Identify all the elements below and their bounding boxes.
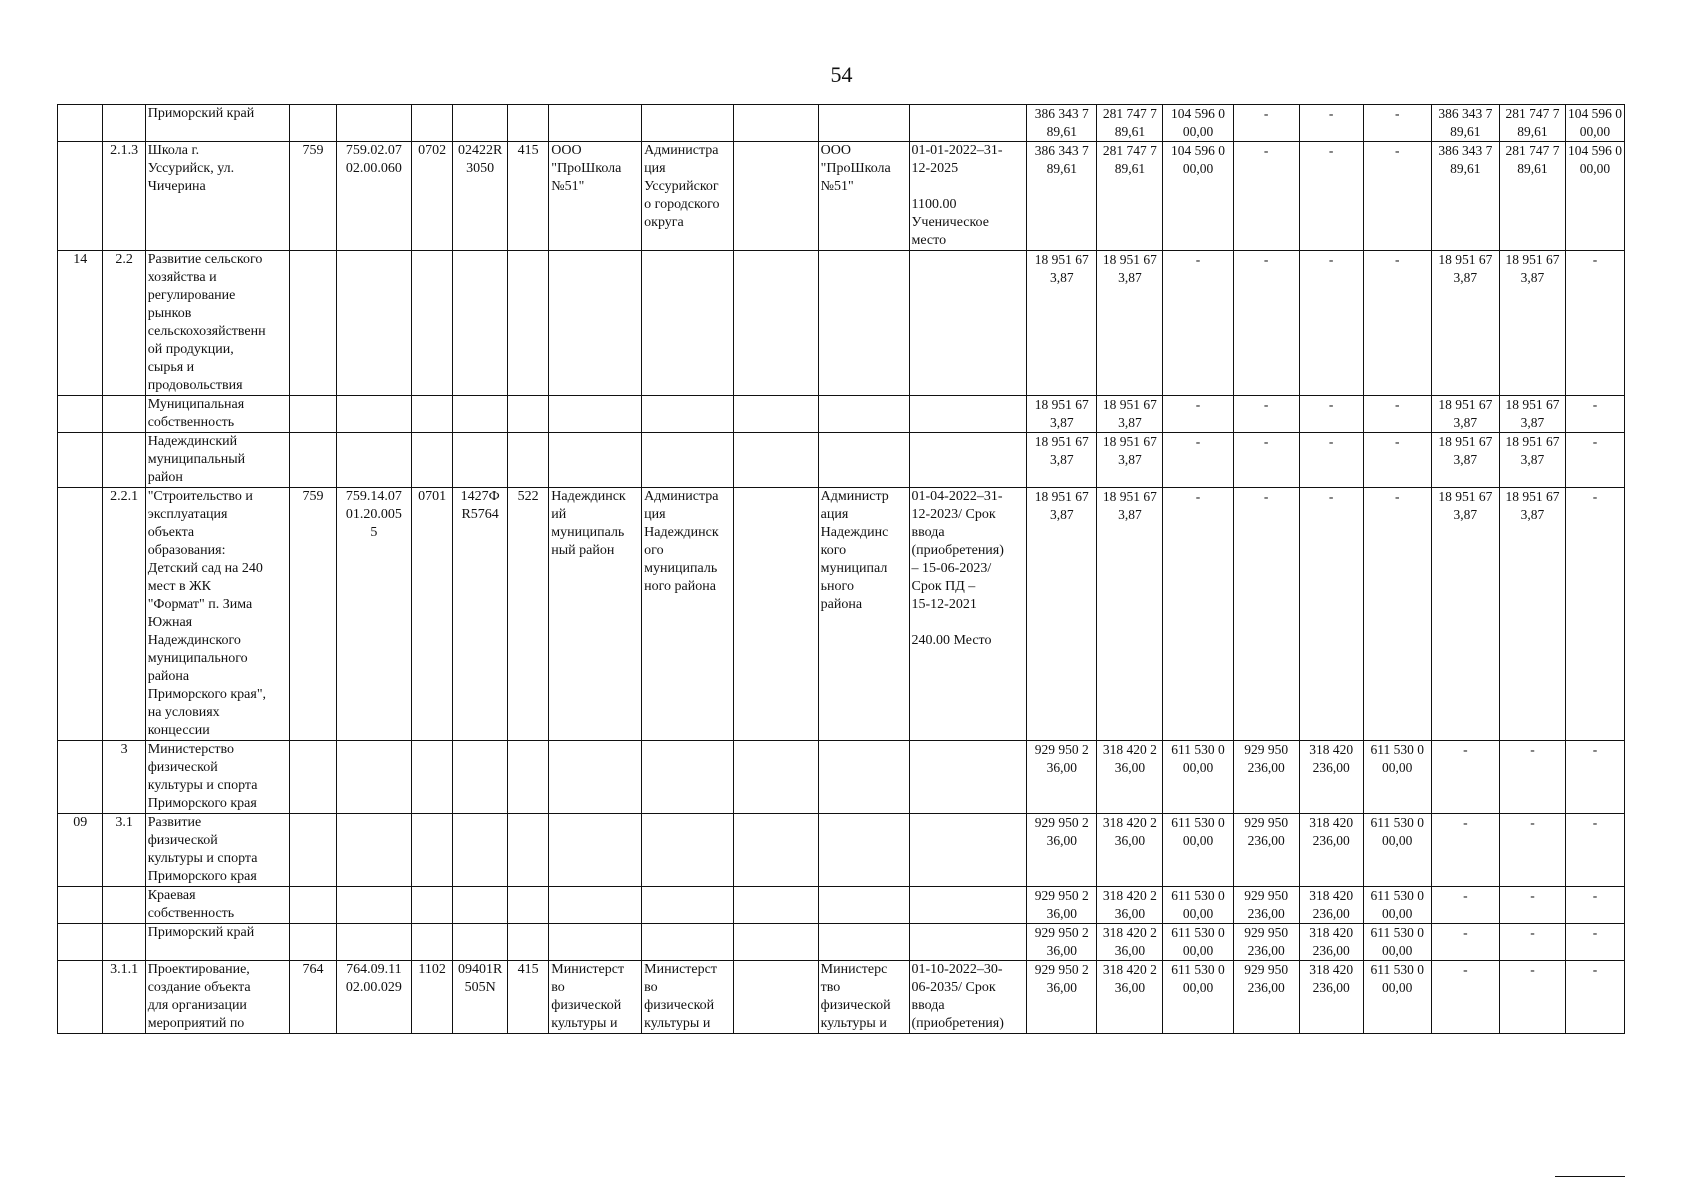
term-capacity-cell <box>909 887 1027 924</box>
regional-year-2-cell: - <box>1363 251 1431 396</box>
term-capacity-cell: 01-04-2022–31- 12-2023/ Срок ввода (приобретения) – 15-06-2023/ Срок ПД – 15-12-2021 240.00 Место <box>909 488 1027 741</box>
column-empty-cell <box>734 488 819 741</box>
budget-code-cell: 759.14.07 01.20.005 5 <box>336 488 411 741</box>
developer-cell: ООО "ПроШкола №51" <box>818 142 909 251</box>
year-1-amount-cell: 18 951 67 3,87 <box>1097 488 1163 741</box>
gr-code-cell <box>290 396 336 433</box>
expense-type-cell: 415 <box>508 961 549 1034</box>
table-row <box>58 433 1625 488</box>
expense-type-cell <box>508 741 549 814</box>
budget-code-cell: 759.02.07 02.00.060 <box>336 142 411 251</box>
regional-year-1-cell: 318 420 236,00 <box>1299 814 1363 887</box>
regional-year-2-cell: - <box>1363 105 1431 142</box>
regional-total-cell: - <box>1233 105 1299 142</box>
term-capacity-cell <box>909 814 1027 887</box>
local-year-2-cell: 104 596 0 00,00 <box>1565 105 1624 142</box>
budget-code-cell <box>336 741 411 814</box>
section-code-cell: 3 <box>103 741 145 814</box>
section-code-cell <box>103 887 145 924</box>
footer-rule <box>1555 1176 1625 1177</box>
local-year-1-cell: 18 951 67 3,87 <box>1499 396 1565 433</box>
column-empty-cell <box>734 961 819 1034</box>
local-total-cell: 18 951 67 3,87 <box>1431 433 1499 488</box>
developer-cell <box>818 251 909 396</box>
developer-cell <box>818 887 909 924</box>
total-amount-cell: 386 343 7 89,61 <box>1027 142 1097 251</box>
budget-code-cell <box>336 924 411 961</box>
customer-cell <box>642 251 734 396</box>
local-year-1-cell: - <box>1499 961 1565 1034</box>
target-article-cell <box>453 433 508 488</box>
total-amount-cell: 929 950 2 36,00 <box>1027 814 1097 887</box>
term-capacity-cell: 01-10-2022–30- 06-2035/ Срок ввода (приобретения) <box>909 961 1027 1034</box>
regional-total-cell: 929 950 236,00 <box>1233 961 1299 1034</box>
object-name-cell: Развитие сельского хозяйства и регулирование рынков сельскохозяйственн ой продукции, сырья и продовольствия <box>145 251 290 396</box>
customer-cell <box>642 924 734 961</box>
target-article-cell <box>453 396 508 433</box>
developer-cell <box>818 924 909 961</box>
customer-cell: Министерст во физической культуры и <box>642 961 734 1034</box>
local-year-1-cell: 281 747 7 89,61 <box>1499 142 1565 251</box>
developer-cell <box>818 105 909 142</box>
total-amount-cell: 18 951 67 3,87 <box>1027 488 1097 741</box>
table-row <box>58 251 1625 396</box>
budget-table <box>57 104 1625 1034</box>
expense-type-cell: 522 <box>508 488 549 741</box>
regional-year-1-cell: - <box>1299 105 1363 142</box>
gr-code-cell <box>290 105 336 142</box>
local-year-2-cell: - <box>1565 961 1624 1034</box>
local-year-1-cell: - <box>1499 814 1565 887</box>
year-1-amount-cell: 318 420 2 36,00 <box>1097 924 1163 961</box>
customer-cell: Администра ция Уссурийског о городского округа <box>642 142 734 251</box>
table-row <box>58 105 1625 142</box>
regional-year-1-cell: 318 420 236,00 <box>1299 741 1363 814</box>
section-subsection-cell <box>412 105 453 142</box>
section-subsection-cell <box>412 814 453 887</box>
year-1-amount-cell: 281 747 7 89,61 <box>1097 142 1163 251</box>
recipient-cell <box>549 887 642 924</box>
regional-year-1-cell: 318 420 236,00 <box>1299 961 1363 1034</box>
section-code-cell: 2.2 <box>103 251 145 396</box>
column-empty-cell <box>734 887 819 924</box>
row-number-cell <box>58 741 103 814</box>
expense-type-cell <box>508 924 549 961</box>
recipient-cell <box>549 741 642 814</box>
total-amount-cell: 929 950 2 36,00 <box>1027 741 1097 814</box>
total-amount-cell: 18 951 67 3,87 <box>1027 396 1097 433</box>
row-number-cell <box>58 433 103 488</box>
gr-code-cell <box>290 741 336 814</box>
gr-code-cell: 764 <box>290 961 336 1034</box>
regional-year-2-cell: 611 530 0 00,00 <box>1363 961 1431 1034</box>
row-number-cell <box>58 105 103 142</box>
regional-total-cell: - <box>1233 396 1299 433</box>
object-name-cell: Приморский край <box>145 924 290 961</box>
expense-type-cell: 415 <box>508 142 549 251</box>
year-1-amount-cell: 18 951 67 3,87 <box>1097 251 1163 396</box>
year-2-amount-cell: 611 530 0 00,00 <box>1163 814 1233 887</box>
gr-code-cell <box>290 433 336 488</box>
regional-total-cell: 929 950 236,00 <box>1233 924 1299 961</box>
local-year-1-cell: - <box>1499 887 1565 924</box>
term-capacity-cell <box>909 924 1027 961</box>
section-subsection-cell <box>412 741 453 814</box>
table-row <box>58 488 1625 741</box>
target-article-cell <box>453 105 508 142</box>
regional-year-1-cell: - <box>1299 396 1363 433</box>
year-2-amount-cell: - <box>1163 251 1233 396</box>
section-subsection-cell: 0702 <box>412 142 453 251</box>
table-row <box>58 924 1625 961</box>
section-subsection-cell: 0701 <box>412 488 453 741</box>
local-year-2-cell: - <box>1565 924 1624 961</box>
row-number-cell <box>58 142 103 251</box>
local-year-2-cell: 104 596 0 00,00 <box>1565 142 1624 251</box>
column-empty-cell <box>734 251 819 396</box>
local-total-cell: - <box>1431 961 1499 1034</box>
year-2-amount-cell: - <box>1163 396 1233 433</box>
table-body <box>58 105 1625 1034</box>
year-1-amount-cell: 318 420 2 36,00 <box>1097 814 1163 887</box>
section-subsection-cell <box>412 251 453 396</box>
regional-year-2-cell: - <box>1363 488 1431 741</box>
customer-cell: Администра ция Надеждинск ого муниципаль ного района <box>642 488 734 741</box>
year-2-amount-cell: 104 596 0 00,00 <box>1163 142 1233 251</box>
local-total-cell: 18 951 67 3,87 <box>1431 251 1499 396</box>
local-year-2-cell: - <box>1565 251 1624 396</box>
budget-code-cell <box>336 396 411 433</box>
total-amount-cell: 929 950 2 36,00 <box>1027 961 1097 1034</box>
column-empty-cell <box>734 142 819 251</box>
customer-cell <box>642 741 734 814</box>
column-empty-cell <box>734 396 819 433</box>
customer-cell <box>642 105 734 142</box>
local-total-cell: - <box>1431 741 1499 814</box>
object-name-cell: Муниципальная собственность <box>145 396 290 433</box>
gr-code-cell <box>290 251 336 396</box>
target-article-cell <box>453 924 508 961</box>
developer-cell: Администр ация Надеждинс кого муниципал ьного района <box>818 488 909 741</box>
local-year-1-cell: - <box>1499 741 1565 814</box>
developer-cell <box>818 396 909 433</box>
section-code-cell <box>103 433 145 488</box>
term-capacity-cell <box>909 741 1027 814</box>
row-number-cell: 09 <box>58 814 103 887</box>
customer-cell <box>642 396 734 433</box>
recipient-cell <box>549 433 642 488</box>
section-code-cell <box>103 396 145 433</box>
budget-code-cell <box>336 433 411 488</box>
local-total-cell: 18 951 67 3,87 <box>1431 488 1499 741</box>
recipient-cell <box>549 924 642 961</box>
local-total-cell: - <box>1431 924 1499 961</box>
expense-type-cell <box>508 814 549 887</box>
term-capacity-cell: 01-01-2022–31- 12-2025 1100.00 Ученическое место <box>909 142 1027 251</box>
local-year-1-cell: 18 951 67 3,87 <box>1499 433 1565 488</box>
row-number-cell: 14 <box>58 251 103 396</box>
year-1-amount-cell: 318 420 2 36,00 <box>1097 961 1163 1034</box>
expense-type-cell <box>508 396 549 433</box>
local-total-cell: 386 343 7 89,61 <box>1431 142 1499 251</box>
local-year-2-cell: - <box>1565 433 1624 488</box>
row-number-cell <box>58 924 103 961</box>
year-2-amount-cell: 611 530 0 00,00 <box>1163 961 1233 1034</box>
gr-code-cell <box>290 887 336 924</box>
section-code-cell: 2.2.1 <box>103 488 145 741</box>
table-row <box>58 887 1625 924</box>
target-article-cell <box>453 814 508 887</box>
column-empty-cell <box>734 924 819 961</box>
regional-year-1-cell: - <box>1299 488 1363 741</box>
local-year-2-cell: - <box>1565 396 1624 433</box>
section-subsection-cell <box>412 887 453 924</box>
regional-year-1-cell: 318 420 236,00 <box>1299 924 1363 961</box>
section-code-cell <box>103 105 145 142</box>
developer-cell: Министерс тво физической культуры и <box>818 961 909 1034</box>
budget-code-cell <box>336 887 411 924</box>
regional-year-1-cell: - <box>1299 433 1363 488</box>
year-2-amount-cell: 611 530 0 00,00 <box>1163 741 1233 814</box>
regional-year-2-cell: 611 530 0 00,00 <box>1363 814 1431 887</box>
term-capacity-cell <box>909 396 1027 433</box>
table-row <box>58 142 1625 251</box>
expense-type-cell <box>508 433 549 488</box>
year-2-amount-cell: 611 530 0 00,00 <box>1163 887 1233 924</box>
customer-cell <box>642 887 734 924</box>
regional-total-cell: 929 950 236,00 <box>1233 741 1299 814</box>
recipient-cell <box>549 396 642 433</box>
customer-cell <box>642 433 734 488</box>
recipient-cell: ООО "ПроШкола №51" <box>549 142 642 251</box>
object-name-cell: "Строительство и эксплуатация объекта образования: Детский сад на 240 мест в ЖК "Формат" п. Зима Южная Надеждинского муниципального района Приморского края", на условиях концессии <box>145 488 290 741</box>
target-article-cell: 02422R 3050 <box>453 142 508 251</box>
object-name-cell: Приморский край <box>145 105 290 142</box>
object-name-cell: Краевая собственность <box>145 887 290 924</box>
regional-total-cell: - <box>1233 251 1299 396</box>
budget-code-cell <box>336 814 411 887</box>
local-year-1-cell: - <box>1499 924 1565 961</box>
developer-cell <box>818 433 909 488</box>
section-code-cell <box>103 924 145 961</box>
target-article-cell: 09401R 505N <box>453 961 508 1034</box>
regional-total-cell: 929 950 236,00 <box>1233 814 1299 887</box>
row-number-cell <box>58 961 103 1034</box>
local-year-2-cell: - <box>1565 741 1624 814</box>
regional-year-1-cell: - <box>1299 142 1363 251</box>
term-capacity-cell <box>909 105 1027 142</box>
year-1-amount-cell: 281 747 7 89,61 <box>1097 105 1163 142</box>
target-article-cell <box>453 251 508 396</box>
gr-code-cell <box>290 924 336 961</box>
term-capacity-cell <box>909 251 1027 396</box>
column-empty-cell <box>734 105 819 142</box>
local-total-cell: - <box>1431 814 1499 887</box>
total-amount-cell: 386 343 7 89,61 <box>1027 105 1097 142</box>
recipient-cell: Министерст во физической культуры и <box>549 961 642 1034</box>
local-year-2-cell: - <box>1565 488 1624 741</box>
target-article-cell <box>453 887 508 924</box>
gr-code-cell <box>290 814 336 887</box>
budget-code-cell <box>336 105 411 142</box>
year-2-amount-cell: - <box>1163 488 1233 741</box>
object-name-cell: Развитие физической культуры и спорта Приморского края <box>145 814 290 887</box>
target-article-cell: 1427Ф R5764 <box>453 488 508 741</box>
row-number-cell <box>58 887 103 924</box>
regional-total-cell: - <box>1233 488 1299 741</box>
recipient-cell <box>549 251 642 396</box>
year-1-amount-cell: 18 951 67 3,87 <box>1097 433 1163 488</box>
gr-code-cell: 759 <box>290 142 336 251</box>
recipient-cell <box>549 105 642 142</box>
section-subsection-cell <box>412 433 453 488</box>
regional-year-2-cell: 611 530 0 00,00 <box>1363 887 1431 924</box>
regional-year-2-cell: 611 530 0 00,00 <box>1363 924 1431 961</box>
expense-type-cell <box>508 887 549 924</box>
object-name-cell: Надеждинский муниципальный район <box>145 433 290 488</box>
regional-year-2-cell: - <box>1363 396 1431 433</box>
row-number-cell <box>58 488 103 741</box>
expense-type-cell <box>508 251 549 396</box>
year-1-amount-cell: 18 951 67 3,87 <box>1097 396 1163 433</box>
table-row <box>58 396 1625 433</box>
local-total-cell: 18 951 67 3,87 <box>1431 396 1499 433</box>
total-amount-cell: 18 951 67 3,87 <box>1027 433 1097 488</box>
section-code-cell: 3.1.1 <box>103 961 145 1034</box>
section-subsection-cell: 1102 <box>412 961 453 1034</box>
column-empty-cell <box>734 814 819 887</box>
year-1-amount-cell: 318 420 2 36,00 <box>1097 741 1163 814</box>
section-subsection-cell <box>412 924 453 961</box>
object-name-cell: Проектирование, создание объекта для организации мероприятий по <box>145 961 290 1034</box>
regional-year-2-cell: 611 530 0 00,00 <box>1363 741 1431 814</box>
regional-total-cell: - <box>1233 142 1299 251</box>
recipient-cell: Надеждинск ий муниципаль ный район <box>549 488 642 741</box>
local-year-1-cell: 18 951 67 3,87 <box>1499 251 1565 396</box>
year-2-amount-cell: - <box>1163 433 1233 488</box>
table-row <box>58 741 1625 814</box>
column-empty-cell <box>734 433 819 488</box>
local-year-1-cell: 18 951 67 3,87 <box>1499 488 1565 741</box>
total-amount-cell: 18 951 67 3,87 <box>1027 251 1097 396</box>
table-row <box>58 814 1625 887</box>
budget-code-cell: 764.09.11 02.00.029 <box>336 961 411 1034</box>
developer-cell <box>818 814 909 887</box>
expense-type-cell <box>508 105 549 142</box>
row-number-cell <box>58 396 103 433</box>
regional-year-2-cell: - <box>1363 433 1431 488</box>
year-2-amount-cell: 611 530 0 00,00 <box>1163 924 1233 961</box>
customer-cell <box>642 814 734 887</box>
local-year-1-cell: 281 747 7 89,61 <box>1499 105 1565 142</box>
column-empty-cell <box>734 741 819 814</box>
object-name-cell: Министерство физической культуры и спорта Приморского края <box>145 741 290 814</box>
local-total-cell: - <box>1431 887 1499 924</box>
section-code-cell: 3.1 <box>103 814 145 887</box>
object-name-cell: Школа г. Уссурийск, ул. Чичерина <box>145 142 290 251</box>
gr-code-cell: 759 <box>290 488 336 741</box>
target-article-cell <box>453 741 508 814</box>
regional-total-cell: 929 950 236,00 <box>1233 887 1299 924</box>
table-row <box>58 961 1625 1034</box>
local-year-2-cell: - <box>1565 814 1624 887</box>
regional-year-1-cell: 318 420 236,00 <box>1299 887 1363 924</box>
local-total-cell: 386 343 7 89,61 <box>1431 105 1499 142</box>
recipient-cell <box>549 814 642 887</box>
budget-code-cell <box>336 251 411 396</box>
section-subsection-cell <box>412 396 453 433</box>
year-2-amount-cell: 104 596 0 00,00 <box>1163 105 1233 142</box>
page-number: 54 <box>830 62 853 87</box>
total-amount-cell: 929 950 2 36,00 <box>1027 887 1097 924</box>
local-year-2-cell: - <box>1565 887 1624 924</box>
term-capacity-cell <box>909 433 1027 488</box>
regional-year-1-cell: - <box>1299 251 1363 396</box>
year-1-amount-cell: 318 420 2 36,00 <box>1097 887 1163 924</box>
regional-total-cell: - <box>1233 433 1299 488</box>
regional-year-2-cell: - <box>1363 142 1431 251</box>
section-code-cell: 2.1.3 <box>103 142 145 251</box>
developer-cell <box>818 741 909 814</box>
total-amount-cell: 929 950 2 36,00 <box>1027 924 1097 961</box>
